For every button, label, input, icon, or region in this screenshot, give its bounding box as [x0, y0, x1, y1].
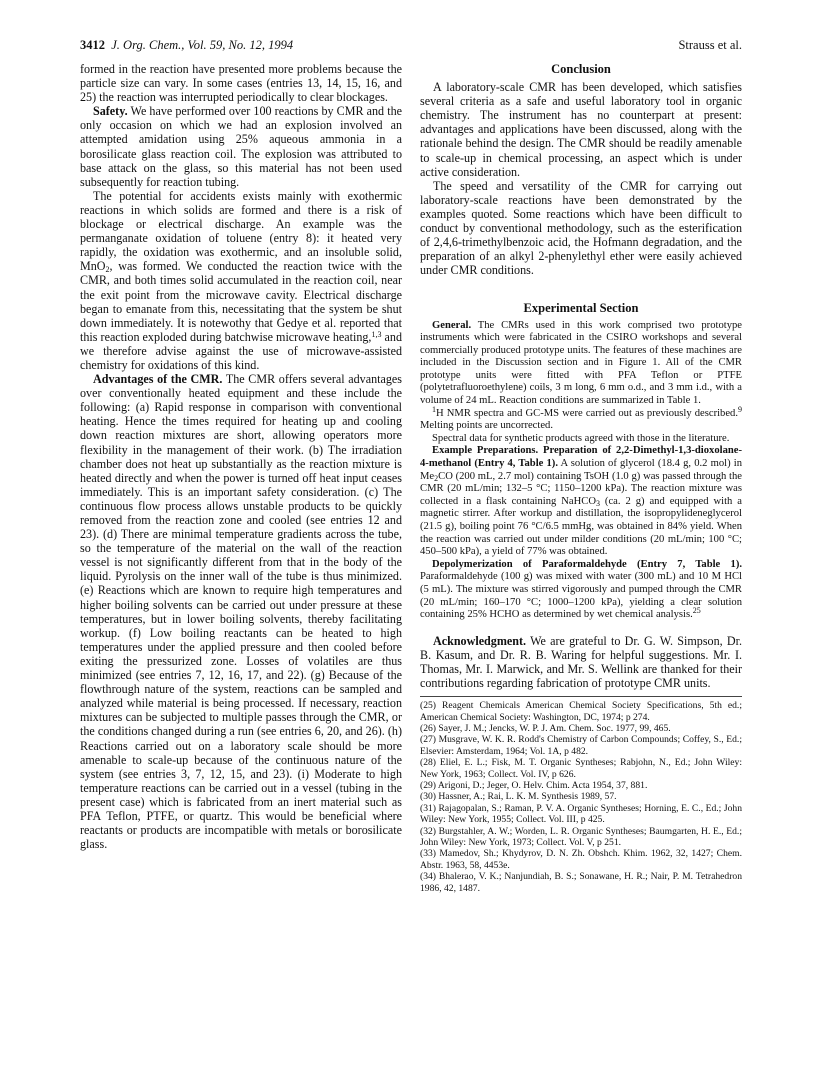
example-text-a: A solution of glycerol (18.4 g, 0.2 mol) in Me — [420, 458, 742, 482]
conclusion-paragraph-1: A laboratory-scale CMR has been developed, which satisfies several criteria as a safe and useful laboratory tool in organic chemistry. The instrument has no counterpart at present: advantages and applications have been discussed, along with the rationale behind the design. The CMR should be readily amenable to scale-up in chemical processing, an aspect which is under active consideration. — [420, 80, 742, 179]
reference-item: (27) Musgrave, W. K. R. Rodd's Chemistry of Carbon Compounds; Coffey, S., Ed.; Elsevier: Amsterdam, 1964; Vol. 1A, p 482. — [420, 734, 742, 757]
conclusion-paragraph-2: The speed and versatility of the CMR for carrying out laboratory-scale reactions have been demonstrated by the examples quoted. Some reactions which have been difficult to conduct by conventional methodology, such as the esterification of 2,4,6-trimethylbenzoic acid, the Hofmann degradation, and the preparation of an alkyl 2-phenylethyl ether were easily achieved under CMR conditions. — [420, 178, 742, 278]
paragraph-safety — [80, 104, 402, 189]
paragraph-depolymerization — [420, 559, 742, 622]
experimental-heading: Experimental Section — [523, 301, 639, 316]
example-text-b: CO (200 mL, 2.7 mol) containing TsOH (1.0 g) was passed through the CMR (20 mL/min; 132–5 °C; 1150–1200 kPa). The reaction mixture was collected in a flask containing NaHCO — [420, 470, 742, 507]
reference-item: (26) Sayer, J. M.; Jencks, W. P. J. Am. Chem. Soc. 1977, 99, 465. — [420, 722, 671, 734]
nmr-citation: 9 — [738, 404, 742, 414]
exothermic-text-a: The potential for accidents exists mainly with exothermic reactions in which solids are formed and there is a risk of blockage or electrical discharge. An example was the permanganate oxidation of toluene (entry 8): it heated very rapidly, the oxidation was exothermic, and an insoluble solid, MnO — [80, 188, 402, 274]
reference-item: (28) Eliel, E. L.; Fisk, M. T. Organic Syntheses; Rabjohn, N., Ed.; John Wiley: New York, 1963; Collect. Vol. IV, p 626. — [420, 757, 742, 780]
paragraph-general — [420, 320, 742, 408]
citation-superscript: 1,3 — [371, 329, 382, 339]
general-heading: General. — [432, 319, 472, 331]
right-column — [420, 62, 742, 894]
acknowledgment-text: We are grateful to Dr. G. W. Simpson, Dr. B. Kasum, and Dr. R. B. Waring for helpful suggestions. Mr. I. Thomas, Mr. I. Marwick, and Mr. S. Wellink are thanked for their contributions regarding fabrication of prototype CMR units. — [420, 633, 742, 691]
depolymerization-heading: Depolymerization of Paraformaldehyde (Entry 7, Table 1). — [432, 558, 742, 570]
page-header — [80, 38, 742, 56]
paragraph-exothermic — [80, 189, 402, 372]
mno2-subscript: 2 — [105, 265, 110, 275]
me2co-subscript: 2 — [434, 473, 439, 483]
advantages-text: The CMR offers several advantages over conventionally heated equipment and these include the following: (a) Rapid response in comparison with conventional heating. Hence the times required for heating up and cooling down reaction mixtures are short, allowing operators more flexibility in the management of their work. (b) The irradiation chamber does not heat up substantially as the reaction mixture is heated directly and when the power is turned off heat input ceases immediately. This is an important safety consideration. (c) The continuous flow process allows unstable products to be quickly removed from the reaction zone and cooled (see entries 12 and 23). (d) There are minimal temperature gradients across the tube, so the temperature of the material on the wall of the reaction vessel is not significantly different from that in the body of the liquid. Pyrolysis on the inner wall of the tube is thus minimized. (e) Reactions which are known to require high temperatures and higher boiling solvents can be carried out under pressure at these temperatures, but in lower boiling solvents, thereby facilitating workup. (f) Low boiling reactants can be heated to high temperatures under the applied pressure and then cooled before exiting the pressurized zone. Losses of volatiles are thus minimized (see entries 7, 12, 16, 17, and 22). (g) Because of the flowthrough nature of the system, reactions can be sampled and analyzed while material is being processed. If necessary, reaction mixtures can be subjected to multiple passes through the CMR, or the conditions changed during a run (see entries 6, 20, and 26). (h) Reactions carried out on a laboratory scale should be more amenable to scale-up because of the continuous nature of the system (see entries 3, 7, 12, 15, and 23). (i) Moderate to high temperature reactions can be carried out in a vessel (tubing in the present case) which is fabricated from an inert material such as PFA Teflon, PTFE, or quartz. This would be beneficial where reactants or products are incompatible with metals or borosilicate glass. — [80, 372, 402, 852]
paragraph-example — [420, 445, 742, 558]
reference-item: (34) Bhalerao, V. K.; Nanjundiah, B. S.; Sonawane, H. R.; Nair, P. M. Tetrahedron 1986, 42, 1487. — [420, 871, 742, 894]
page-number: 3412 — [80, 38, 105, 52]
example-text-c: (ca. 2 g) and equipped with a magnetic stirrer. After workup and distillation, the isopropylideneglycerol (21.5 g), boiling point 76 °C/6.5 mmHg, was obtained in 84% yield. When the reaction was carried out under milder conditions (20 mL/min; 100 °C; 450–500 kPa), a yield of 77% was obtained. — [420, 495, 742, 558]
reference-item: (25) Reagent Chemicals American Chemical Society Specifications, 5th ed.; American Chemical Society: Washington, DC, 1974; p 274. — [420, 700, 742, 723]
reference-item: (33) Mamedov, Sh.; Khydyrov, D. N. Zh. Obshch. Khim. 1962, 32, 1427; Chem. Abstr. 1963, 58, 4453e. — [420, 848, 742, 871]
paragraph-particle-size: formed in the reaction have presented more problems because the particle size can vary. In some cases (entries 13, 14, 15, 16, and 25) the reaction was interrupted periodically to clear blockages. — [80, 62, 402, 105]
advantages-heading: Advantages of the CMR. — [93, 372, 223, 387]
acknowledgment-heading: Acknowledgment. — [433, 633, 527, 648]
left-column — [80, 62, 402, 851]
safety-text: We have performed over 100 reactions by CMR and the only occasion on which we had an explosion involved an attempted amidation using 25% aqueous ammonia in a borosilicate glass reaction coil. The explosion was attributed to base attack on the glass, so this material has not been used subsequently for reaction tubing. — [80, 104, 402, 189]
header-left — [80, 38, 293, 53]
paragraph-acknowledgment — [420, 634, 742, 690]
conclusion-heading: Conclusion — [551, 62, 611, 76]
reference-item: (29) Arigoni, D.; Jeger, O. Helv. Chim. Acta 1954, 37, 881. — [420, 779, 648, 791]
journal-citation: J. Org. Chem., Vol. 59, No. 12, 1994 — [111, 38, 294, 52]
header-authors: Strauss et al. — [678, 38, 742, 52]
reference-item: (30) Hassner, A.; Rai, L. K. M. Synthesis 1989, 57. — [420, 791, 617, 803]
depolymerization-citation: 25 — [692, 606, 701, 616]
example-heading: Example Preparations. Preparation of 2,2-Dimethyl-1,3-dioxolane-4-methanol (Entry 4, Table 1). — [420, 445, 742, 470]
safety-heading: Safety. — [93, 104, 128, 119]
experimental-body — [420, 320, 742, 622]
nmr-text: H NMR spectra and GC-MS were carried out as previously described. — [436, 407, 738, 419]
references-list — [420, 696, 742, 894]
paragraph-nmr — [420, 404, 742, 433]
paragraph-spectral: Spectral data for synthetic products agreed with those in the literature. — [432, 432, 730, 444]
nmr-superscript: 1 — [432, 404, 436, 414]
reference-item: (31) Rajagopalan, S.; Raman, P. V. A. Organic Syntheses; Horning, E. C., Ed.; John Wiley: New York, 1955; Collect. Vol. III, p 425. — [420, 802, 742, 826]
exothermic-text-b: , was formed. We conducted the reaction twice with the CMR, and both times solid accumulated in the reaction coil, near the exit point from the microwave cavity. Electrical discharge began to emanate from this, necessitating that the system be shut down immediately. It is notewothy that Gedye et al. reported that this reaction exploded during batchwise microwave heating, — [80, 259, 402, 344]
reference-item: (32) Burgstahler, A. W.; Worden, L. R. Organic Syntheses; Baumgarten, H. E., Ed.; John Wiley: New York, 1973; Collect. Vol. V, p 251. — [420, 825, 742, 848]
exothermic-text-c: and we therefore advise against the use of microwave-assisted chemistry for oxidations of this kind. — [80, 329, 402, 372]
general-text: The CMRs used in this work comprised two prototype instruments which were fabricated in the CSIRO workshops and several commercially produced prototype units. The features of these machines are included in the Discussion section and in Figure 1. All of the CMR prototype units were fitted with PFA Teflon or PTFE (polytetrafluoroethylene) coils, 3 m long, 6 mm o.d., and 3 mm i.d., with a volume of 24 mL. Reaction conditions are summarized in Table 1. — [420, 319, 742, 407]
nmr-text-2: Melting points are uncorrected. — [420, 420, 553, 432]
depolymerization-text: Paraformaldehyde (100 g) was mixed with water (300 mL) and 10 M HCl (5 mL). The mixture was stirred vigorously and pumped through the CMR (20 mL/min; 160–170 °C; 1000–1200 kPa), yielding a clear solution containing 25% HCHO as determined by wet chemical analysis. — [420, 571, 742, 621]
paragraph-advantages — [80, 372, 402, 851]
nahco3-subscript: 3 — [595, 498, 600, 508]
